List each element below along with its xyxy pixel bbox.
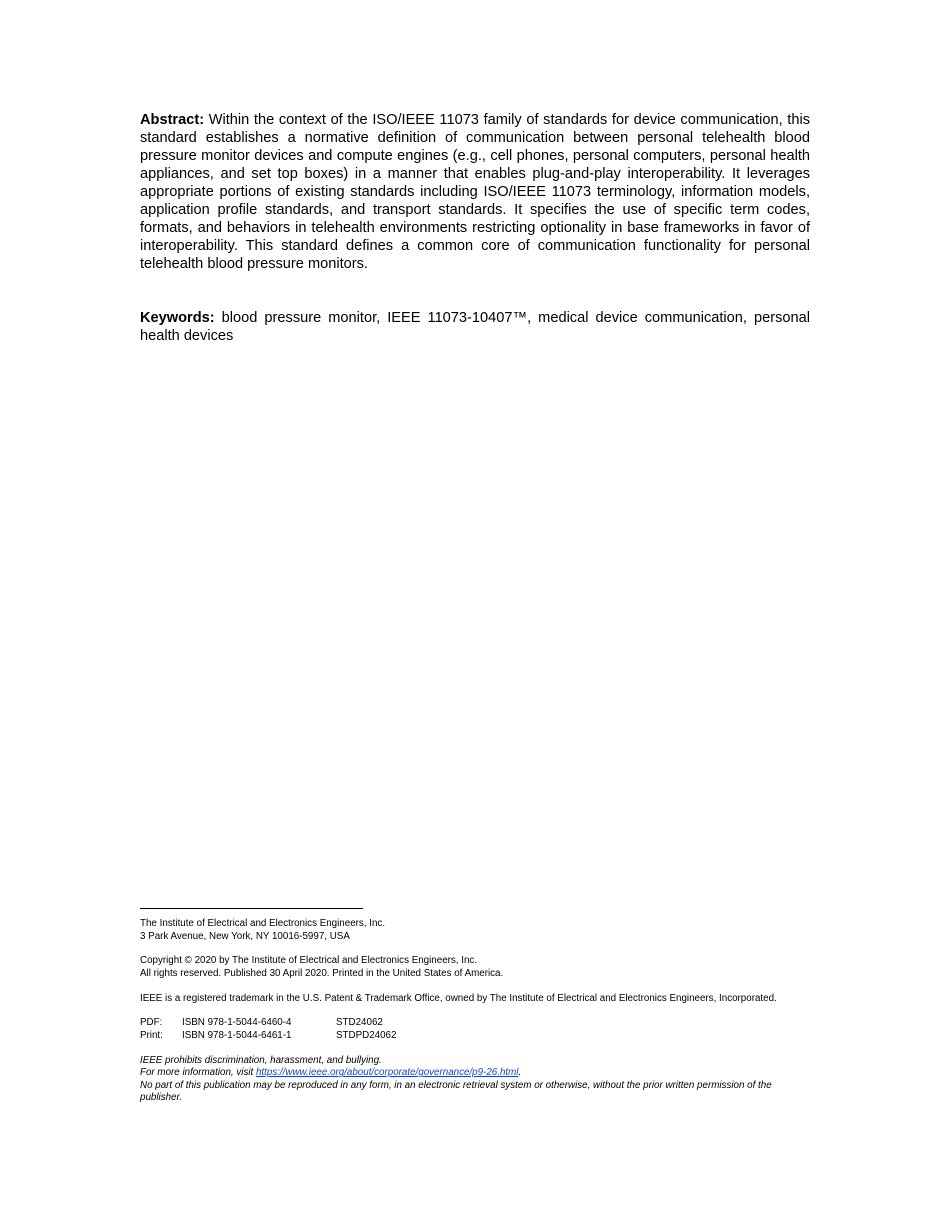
policy-text: IEEE prohibits discrimination, harassment, and bullying. xyxy=(140,1054,382,1066)
keywords-label: Keywords: xyxy=(140,310,215,326)
abstract-text: Within the context of the ISO/IEEE 11073 family of standards for device communication, this standard establishes a normative definition of communication between personal telehealth blood pressure monitor devices and compute engines (e.g., cell phones, personal computers, personal health appliances, and set top boxes) in a manner that enables plug-and-play interoperability. It leverages appropriate portions of existing standards including ISO/IEEE 11073 terminology, information models, application profile standards, and transport standards. It specifies the use of specific term codes, formats, and behaviors in telehealth environments restricting optionality in base frameworks in favor of interoperability. This standard defines a common core of communication functionality for personal telehealth blood pressure monitors. xyxy=(140,112,810,272)
copyright-text: Copyright © 2020 by The Institute of Electrical and Electronics Engineers, Inc. xyxy=(140,955,478,967)
publisher-block xyxy=(140,918,812,943)
isbn-format: PDF: xyxy=(140,1017,163,1029)
reproduction-notice: No part of this publication may be reproduced in any form, in an electronic retrieval system or otherwise, without the prior written permission of the publisher. xyxy=(140,1079,772,1104)
isbn-row-print xyxy=(140,1030,812,1043)
governance-link[interactable]: https://www.ieee.org/about/corporate/governance/p9-26.html xyxy=(255,1067,519,1079)
policy-block xyxy=(140,1055,812,1105)
publication-footer xyxy=(140,918,812,1105)
keywords-text: blood pressure monitor, IEEE 11073-10407™, medical device communication, personal health devices xyxy=(140,310,810,344)
copyright-block xyxy=(140,955,812,980)
publisher-name: The Institute of Electrical and Electronics Engineers, Inc. xyxy=(140,918,386,929)
keywords-paragraph xyxy=(140,309,810,345)
std-number: STD24062 xyxy=(336,1017,383,1029)
publisher-address: 3 Park Avenue, New York, NY 10016-5997, USA xyxy=(140,930,350,942)
isbn-format: Print: xyxy=(140,1029,163,1041)
isbn-number: ISBN 978-1-5044-6460-4 xyxy=(182,1017,292,1029)
trademark-notice: IEEE is a registered trademark in the U.S. Patent & Trademark Office, owned by The Institute of Electrical and Electronics Engineers, Incorporated. xyxy=(140,992,777,1004)
more-info-prefix: For more information, visit xyxy=(140,1067,256,1079)
rights-text: All rights reserved. Published 30 April 2020. Printed in the United States of America. xyxy=(140,967,504,979)
isbn-block xyxy=(140,1017,812,1042)
isbn-row-pdf xyxy=(140,1017,812,1030)
footnote-divider xyxy=(140,908,363,909)
abstract-label: Abstract: xyxy=(140,112,205,128)
more-info-suffix: . xyxy=(518,1067,522,1079)
std-number: STDPD24062 xyxy=(336,1029,397,1041)
isbn-number: ISBN 978-1-5044-6461-1 xyxy=(182,1029,292,1041)
abstract-paragraph xyxy=(140,111,810,273)
